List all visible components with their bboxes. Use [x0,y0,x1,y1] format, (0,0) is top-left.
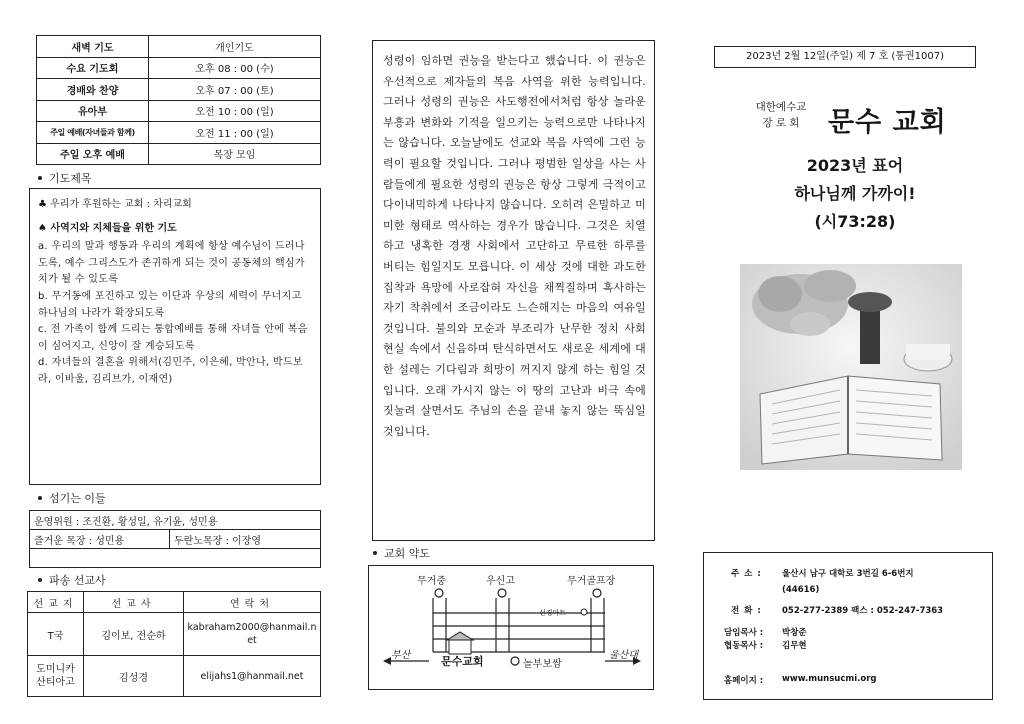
table-row [37,143,321,165]
church-name: 문수 교회 [828,107,947,138]
landmark-marker [498,589,506,597]
year-motto [745,152,965,236]
service-name: 수요 기도회 [37,57,149,79]
service-time: 오후 07 : 00 (토) [149,79,321,101]
landmark-marker [435,589,443,597]
map-label-usingo: 우신고 [486,576,515,587]
denomination-line: 대한예수교 [755,101,807,113]
issue-date: 2023년 2월 12일(주일) 제 7 호 (통권1007) [714,46,976,68]
service-time: 오전 11 : 00 (일) [149,122,321,144]
table-row [30,549,321,568]
prayer-item: b. 무거동에 포진하고 있는 이단과 우상의 세력이 무너지고 하나님의 나라가 확장되도록 [38,290,302,319]
bullet-icon [38,496,42,500]
prayer-item: a. 우리의 말과 행동과 우리의 계획에 항상 예수님이 드러나도록, 예수 그리스도가 존귀하게 되는 것이 공동체의 핵심가치가 될 수 있도록 [38,241,305,286]
group-leader-cell: 즐거운 목장 : 성민용 [30,530,170,549]
mission-place: 도미니카 산티아고 [28,656,84,697]
phone-value: 052-277-2389 팩스 : 052-247-7363 [782,606,944,616]
landmark-marker [581,609,587,615]
table-row [37,79,321,101]
left-panel [0,0,340,724]
table-row [30,511,321,530]
table-row [28,613,321,656]
prayer-heading: 기도제목 [34,170,92,186]
motto-line: 2023년 표어 [806,156,904,175]
service-time: 목장 모임 [149,143,321,165]
empty-cell [30,549,321,568]
assoc-pastor-value: 김무현 [782,641,807,651]
pastor-value: 박창준 [782,628,807,638]
motto-line: 하나님께 가까이! [794,184,916,203]
map-label-golf: 무거골프장 [567,576,616,587]
missionaries-table [27,591,321,697]
mission-place: T국 [28,613,84,656]
sermon-text: 성령이 임하면 권능을 받는다고 했습니다. 이 권능은 우선적으로 제자들의 복음 사역을 위한 능력입니다. 그러나 성령의 권능은 사도행전에서처럼 항상 놀라운 부흥과 변화와 기적을 일으키는 능력으로만 나타나지는 않습니다. 오늘날에도 선교와 복음 사역에 그런 능력이 필요할 것입니다. 그러나 평범한 일상을 사는 사람들에게 필요한 성령의 권능은 항상 그렇게 극적이고 다이내믹하게 나타나지 않습니다. 오히려 은밀하고 미미한 형태로 역사하는 경우가 많습니다. 그것은 치열하고 냉혹한 경쟁 사회에서 고단하고 무료한 하루를 버티는 힘일지도 모릅니다. 이 세상 것에 대한 과도한 집착과 욕망에 사로잡혀 자신을 채찍질하며 혹사하는 자기 착취에서 조금이라도 느슨해지는 마음의 여유일 것입니다. 불의와 모순과 부조리가 난무한 정치 사회 현실 속에서 신음하며 탄식하면서도 새로운 세계에 대한 설레는 기다림과 희망이 꺼지지 않게 하는 힘일 것입니다. 오래 가시지 않는 이 땅의 고난과 비극 속에 짓눌려 살면서도 주님의 손을 끝내 놓지 않는 뚝심일 것입니다. [372,40,655,541]
church-building-icon [449,640,471,654]
table-row [37,57,321,79]
missionary-name: 김성경 [84,656,184,697]
map-label-church: 문수교회 [441,655,484,668]
map-heading: 교회 약도 [369,545,430,561]
bible-photo [740,264,962,470]
address-value: 울산시 남구 대학로 3번길 6-6번지 [782,569,914,579]
map-label-mart: 선경마트 [539,609,567,617]
table-row [37,122,321,144]
service-time: 오후 08 : 00 (수) [149,57,321,79]
homepage-link[interactable]: www.munsucmi.org [782,674,877,684]
service-time: 개인기도 [149,36,321,58]
prayer-box [29,188,321,485]
missionary-name: 김이보, 전순하 [84,613,184,656]
missionary-email[interactable]: kabraham2000@hanmail.net [184,613,321,656]
group-leader-cell: 두란노목장 : 이장영 [170,530,321,549]
prayer-item: c. 전 가족이 함께 드리는 통합예배를 통해 자녀들 안에 복음이 심어지고, 신앙이 잘 계승되도록 [38,324,308,352]
service-time: 오전 10 : 00 (일) [149,100,321,122]
prayer-item: d. 자녀들의 결혼을 위해서(김민주, 이은혜, 박안나, 박드보라, 이바울, 김리브가, 이재연) [38,357,303,385]
table-row [37,100,321,122]
missionary-email[interactable]: elijahs1@hanmail.net [184,656,321,697]
church-info-box: 주 소 : 울산시 남구 대학로 3번길 6-6번지 (44616) 전 화 : 052-277-2389 팩스 : 052-247-7363 담임목사 : 박창준 협동목사 : 김무현 홈페이지 : www.munsucmi.org [703,552,993,700]
servants-table [29,510,321,568]
service-name: 주일 오후 예배 [37,143,149,165]
column-header: 선교지 [28,592,84,613]
map-label-mugeojung: 무거중 [417,576,446,587]
arrow-left-icon [383,657,391,665]
landmark-marker [593,589,601,597]
landmark-marker [511,657,519,665]
table-row [28,656,321,697]
service-name: 유아부 [37,100,149,122]
church-map [368,565,654,690]
service-name: 새벽 기도 [37,36,149,58]
prayer-title: ♠ 사역지와 지체들을 위한 기도 [38,222,177,234]
column-header: 연락처 [184,592,321,613]
missionaries-heading: 파송 선교사 [34,572,106,588]
map-label-busan: 부산 [391,650,411,661]
table-row [30,530,321,549]
service-name: 주일 예배(자녀들과 함께) [37,122,149,144]
denomination [743,99,819,131]
map-label-ulsan: 울산대 [609,650,638,661]
map-label-nolbu: 놀부보쌈 [523,659,562,670]
table-row [37,36,321,58]
column-header: 선교사 [84,592,184,613]
bullet-icon [38,578,42,582]
denomination-line: 장 로 회 [762,117,800,129]
service-name: 경배와 찬양 [37,79,149,101]
committee-cell: 운영위원 : 조진환, 황성일, 유기윤, 성민용 [30,511,321,530]
bullet-icon [38,176,42,180]
bullet-icon [373,551,377,555]
motto-line: (시73:28) [814,212,896,231]
worship-schedule-table [36,35,321,165]
table-header-row [28,592,321,613]
servants-heading: 섬기는 이들 [34,490,106,506]
supported-church: ♣ 우리가 후원하는 교회 : 차리교회 [38,199,192,210]
zip-value: (44616) [782,585,820,595]
